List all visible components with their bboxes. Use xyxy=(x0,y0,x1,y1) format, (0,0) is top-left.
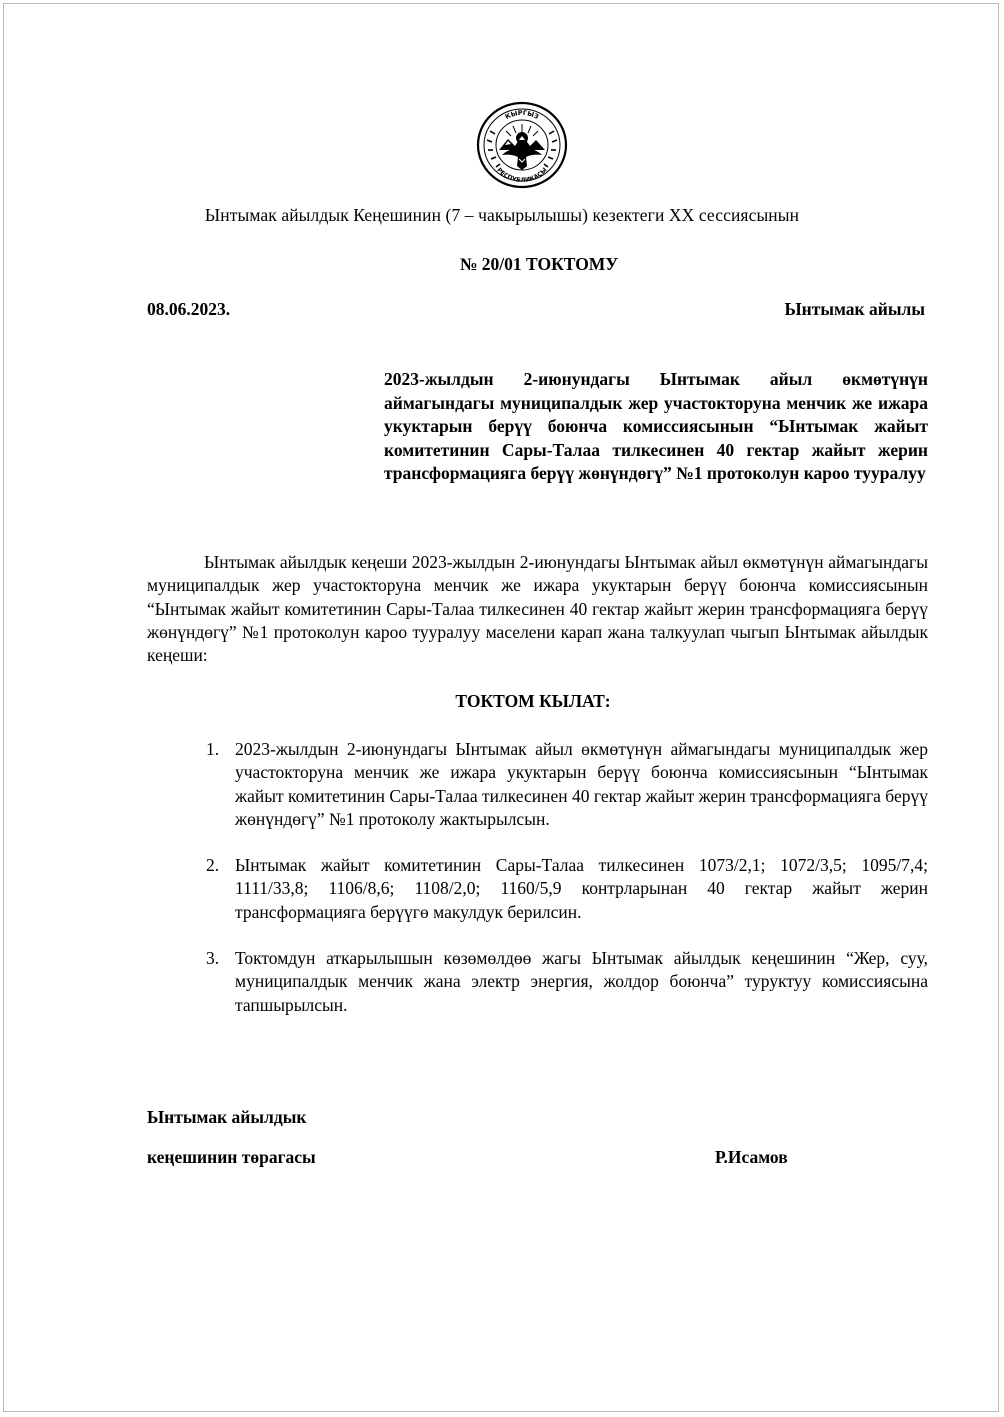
list-item xyxy=(147,854,928,924)
item-number: 3. xyxy=(206,948,220,969)
list-item xyxy=(147,947,928,1017)
item-number: 2. xyxy=(206,855,220,876)
signatory-title-line1: Ынтымак айылдык xyxy=(147,1107,307,1127)
item-text: Токтомдун аткарылышын көзөмөлдөө жагы Ынтымак айылдык кеңешинин “Жер, суу, муниципалдык менчик жана электр энергия, жолдор боюнча” туруктуу комиссиясына тапшырылсын. xyxy=(235,948,928,1015)
list-item xyxy=(147,738,928,831)
item-text: 2023-жылдын 2-июнундагы Ынтымак айыл өкмөтүнүн аймагындагы муниципалдык жер участокторуна менчик же ижара укуктарын берүү боюнча комиссиясынын “Ынтымак жайыт комитетинин Сары-Талаа тилкесинен 40 гектар жайыт жерин трансформацияга берүү жөнүндөгү” №1 протоколу жактырылсын. xyxy=(235,739,928,829)
resolves-heading: ТОКТОМ КЫЛАТ: xyxy=(455,691,611,711)
item-number: 1. xyxy=(206,739,220,759)
signatory-name: Р.Исамов xyxy=(715,1147,788,1167)
decision-number: № 20/01 ТОКТОМУ xyxy=(459,254,619,274)
item-text: Ынтымак жайыт комитетинин Сары-Талаа тилкесинен 1073/2,1; 1072/3,5; 1095/7,4; 1111/33,8; 1106/8,6; 1108/2,0; 1160/5,9 контрларынан 40 гектар жайыт жерин трансформацияга берүүгө макулдук берилсин. xyxy=(235,855,928,922)
decision-subject: 2023-жылдын 2-июнундагы Ынтымак айыл өкмөтүнүн аймагындагы муниципалдык жер участокторуна менчик же ижара укуктарын берүү боюнча комиссиясынын “Ынтымак жайыт комитетинин Сары-Талаа тилкесинен 40 гектар жайыт жерин трансформацияга берүү жөнүндөгү” №1 протоколун карoo тууралуу xyxy=(384,369,928,483)
emblem-bottom-text: РЕСПУБЛИКАСЫ xyxy=(495,166,549,185)
emblem-top-text: КЫРГЫЗ xyxy=(503,108,541,121)
state-emblem-icon xyxy=(475,100,570,190)
session-line: Ынтымак айылдык Кеңешинин (7 – чакырылышы) кезектеги XX сессиясынын xyxy=(204,205,800,225)
signatory-title-line2: кеңешинин төрагасы xyxy=(147,1147,316,1167)
resolution-items xyxy=(147,738,928,1040)
document-place: Ынтымак айылы xyxy=(784,299,925,319)
document-date: 08.06.2023. xyxy=(147,299,231,319)
preamble-paragraph: Ынтымак айылдык кеңеши 2023-жылдын 2-июнундагы Ынтымак айыл өкмөтүнүн аймагындагы муниципалдык жер участокторуна менчик же ижара укуктарын берүү боюнча комиссиясынын “Ынтымак жайыт комитетинин Сары-Талаа тилкесинен 40 гектар жайыт жерин трансформацияга берүү жөнүндөгү” №1 протоколун карoo тууралуу маселени карап жана талкуулап чыгып Ынтымак айылдык кеңеши: xyxy=(147,552,928,666)
